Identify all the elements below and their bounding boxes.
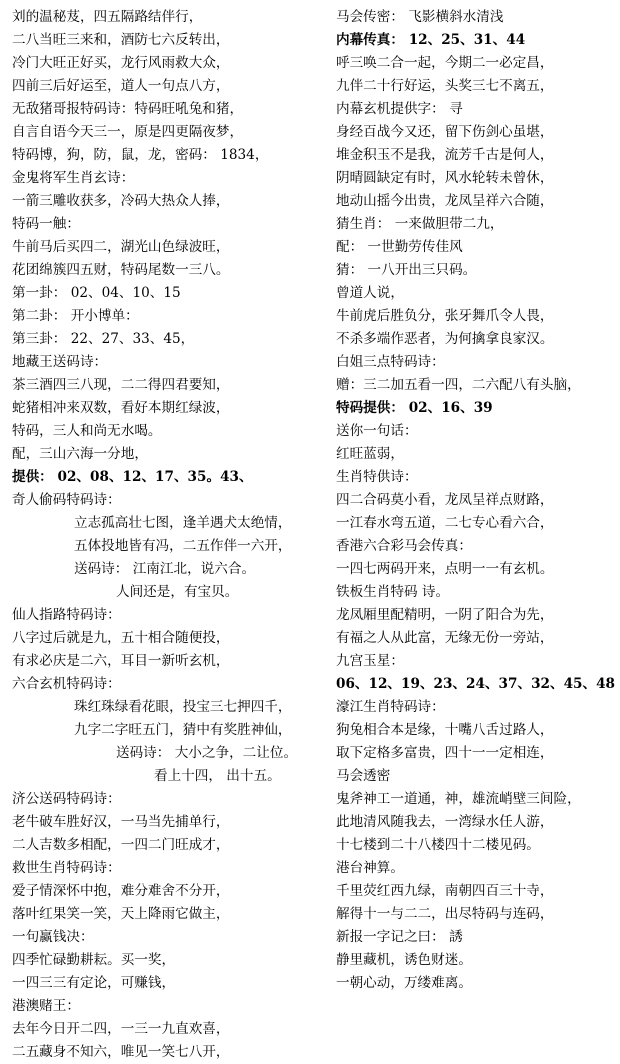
text-line: 六合玄机特码诗：: [12, 676, 121, 692]
text-line: 牛前虎后胜负分，张牙舞爪令人畏，: [336, 308, 554, 324]
text-line: 内幕玄机提供字： 寻: [336, 101, 463, 117]
text-line: 内幕传真： 12、25、31、44: [336, 32, 526, 48]
text-line: 白姐三点特码诗：: [336, 354, 445, 370]
text-line: 二八当旺三来和，酒防七六反转出，: [12, 32, 230, 48]
text-line: 济公送码特码诗：: [12, 791, 121, 807]
text-line: 第二卦： 开小博单：: [12, 308, 139, 324]
text-line: 四前三后好运至，道人一句点八方，: [12, 78, 230, 94]
text-line: 蛇猪相冲来双数，看好本期红绿波，: [12, 400, 230, 416]
text-line: 送码诗： 江南江北，说六合。: [74, 561, 256, 577]
text-line: 特码一触：: [12, 216, 80, 232]
text-line: 去年今日开二四，一三一九直欢喜，: [12, 1021, 230, 1037]
text-line: 救世生肖特码诗：: [12, 860, 121, 876]
text-line: 配： 一世勤劳传佳风: [336, 239, 463, 255]
text-line: 九宫玉星：: [336, 653, 404, 669]
text-line: 新报一字记之曰： 誘: [336, 929, 463, 945]
text-line: 一江春水弯五道，二七专心看六合，: [336, 515, 554, 531]
text-line: 06、12、19、23、24、37、32、45、48: [336, 676, 616, 692]
text-line: 牛前马后买四二，湖光山色绿波旺，: [12, 239, 230, 255]
text-line: 仙人指路特码诗：: [12, 607, 121, 623]
text-line: 提供： 02、08、12、17、35。43、: [12, 469, 253, 485]
text-line: 赠：三二加五看一四，二六配八有头脑，: [336, 377, 581, 393]
text-line: 自言自语今天三一，原是四更隔夜梦，: [12, 124, 244, 140]
text-line: 此地清风随我去，一湾绿水任人游，: [336, 814, 554, 830]
text-line: 不杀多端作恶者，为何擒拿良家汉。: [336, 331, 554, 347]
text-line: 港澳赌王：: [12, 998, 80, 1014]
text-line: 四季忙碌勤耕耘。买一奖，: [12, 952, 176, 968]
text-line: 金鬼将军生肖玄诗：: [12, 170, 135, 186]
text-line: 落叶红果笑一笑，天上降雨它做主，: [12, 906, 230, 922]
text-line: 十七楼到二十八楼四十二楼见码。: [336, 837, 540, 853]
text-line: 九伴二十行好运，头奖三七不离五，: [336, 78, 554, 94]
text-line: 龙凤厢里配精明，一阴了阳合为先，: [336, 607, 554, 623]
text-line: 解得十一与二二，出尽特码与连码，: [336, 906, 554, 922]
text-line: 第一卦： 02、04、10、15: [12, 285, 181, 301]
text-line: 二人吉数多相配，一四二门旺成才，: [12, 837, 230, 853]
text-line: 四二合码莫小看，龙凤呈祥点财路，: [336, 492, 554, 508]
text-line: 五体投地皆有冯，二五作伴一六开，: [74, 538, 292, 554]
text-line: 老牛破车胜好汉，一马当先捕单行，: [12, 814, 230, 830]
text-line: 狗兔相合本是缘，十嘴八舌过路人，: [336, 722, 554, 738]
text-line: 一四三三有定论，可赚钱，: [12, 975, 176, 991]
text-line: 身经百战今又还，留下伤剑心虽堪，: [336, 124, 554, 140]
text-line: 呼三唤二合一起，今期二一必定昌，: [336, 55, 554, 71]
text-line: 生肖特供诗：: [336, 469, 418, 485]
text-line: 人间还是，有宝贝。: [116, 584, 239, 600]
text-line: 港台神算。: [336, 860, 404, 876]
text-line: 阴晴圆缺定有时，风水轮转未曾休，: [336, 170, 554, 186]
text-line: 马会传密： 飞影横斜水清浅: [336, 9, 504, 25]
text-line: 八字过后就是九，五十相合随便投，: [12, 630, 230, 646]
right-column: [336, 6, 616, 995]
left-column: [12, 6, 317, 1064]
text-line: 九字二字旺五门，猜中有奖胜神仙，: [74, 722, 292, 738]
text-line: 爱子情深怀中抱，难分难舍不分开，: [12, 883, 230, 899]
text-line: 静里藏机，诱色财迷。: [336, 952, 472, 968]
text-line: 一句赢钱决：: [12, 929, 94, 945]
text-line: 送码诗： 大小之争，二让位。: [116, 745, 298, 761]
text-line: 曾道人说，: [336, 285, 404, 301]
text-line: 第三卦： 22、27、33、45，: [12, 331, 195, 347]
text-line: 地藏王送码诗：: [12, 354, 108, 370]
text-line: 送你一句话：: [336, 423, 418, 439]
text-line: 猜： 一八开出三只码。: [336, 262, 477, 278]
text-line: 珠红珠绿看花眼，投宝三七押四千，: [74, 699, 292, 715]
text-line: 地动山摇今出贵，龙凤呈祥六合随，: [336, 193, 554, 209]
text-line: 濠江生肖特码诗：: [336, 699, 445, 715]
text-line: 红旺蓝弱，: [336, 446, 404, 462]
text-line: 无敌猪哥报特码诗：特码旺吼兔和猪，: [12, 101, 244, 117]
text-line: 鬼斧神工一道通，神，雄流峭壁三间险，: [336, 791, 581, 807]
text-line: 奇人偷码特码诗：: [12, 492, 121, 508]
text-line: 猜生肖： 一来做胆带二九，: [336, 216, 504, 232]
text-line: 香港六合彩马会传真：: [336, 538, 472, 554]
text-line: 取下定格多富贵，四十一一定相连，: [336, 745, 554, 761]
text-line: 铁板生肖特码 诗。: [336, 584, 450, 600]
text-line: 花团绵簇四五财，特码尾数一三八。: [12, 262, 230, 278]
text-line: 千里荧红西九绿，南朝四百三十寺，: [336, 883, 554, 899]
text-line: 一四七两码开来，点明一一有玄机。: [336, 561, 554, 577]
text-line: 特码提供： 02、16、39: [336, 400, 493, 416]
text-line: 特码，三人和尚无水喝。: [12, 423, 162, 439]
text-line: 看上十四， 出十五。: [154, 768, 281, 784]
text-line: 茶三酒四三八现，二二得四君要知，: [12, 377, 230, 393]
text-line: 二五藏身不知六，唯见一笑七八开，: [12, 1044, 230, 1060]
text-line: 堆金积玉不是我，流芳千古是何人，: [336, 147, 554, 163]
text-line: 马会透密: [336, 768, 391, 784]
text-line: 特码博，狗，防，鼠，龙，密码： 1834，: [12, 147, 269, 163]
text-line: 一朝心动，万缕难离。: [336, 975, 472, 991]
text-line: 一箭三雕收获多，冷码大热众人捧，: [12, 193, 230, 209]
text-line: 冷门大旺正好买，龙行风雨救大众，: [12, 55, 230, 71]
text-line: 刘的温秘芨，四五隔路结伴行，: [12, 9, 203, 25]
text-line: 有福之人从此富，无缘无份一旁站，: [336, 630, 554, 646]
text-line: 配，三山六海一分地，: [12, 446, 148, 462]
text-line: 立志孤高壮七图，逢羊遇犬太绝情，: [74, 515, 292, 531]
text-line: 有求必庆是二六，耳目一新听玄机，: [12, 653, 230, 669]
